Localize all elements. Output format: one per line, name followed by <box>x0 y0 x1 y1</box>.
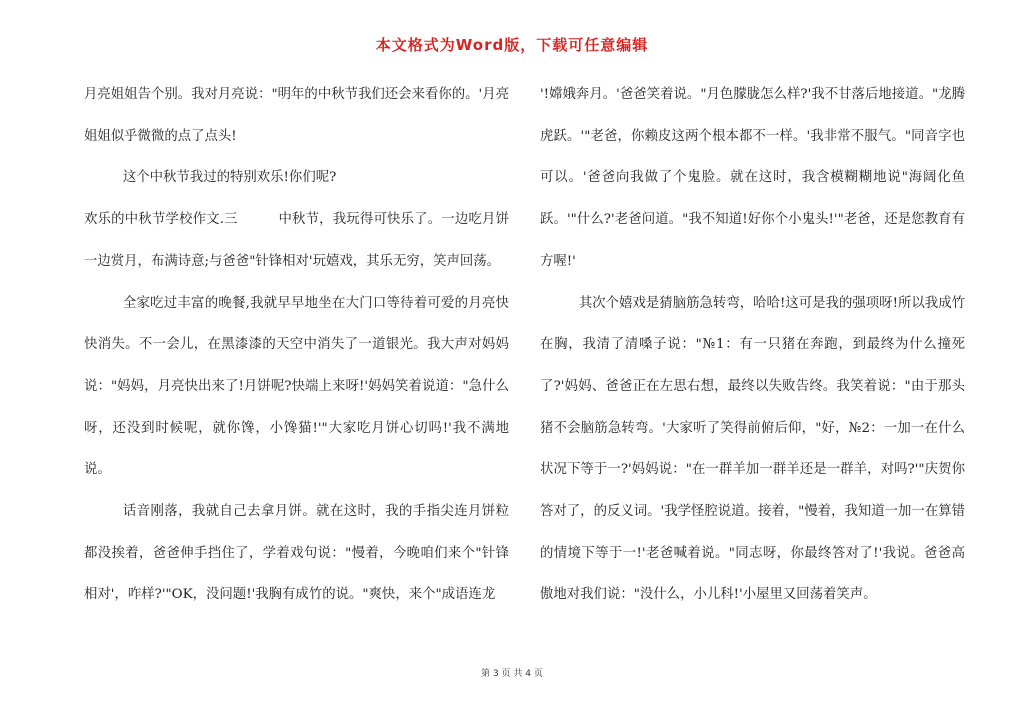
paragraph: 全家吃过丰富的晚餐,我就早早地坐在大门口等待着可爱的月亮快快消失。不一会儿，在黑漆漆的天空中消失了一道银光。我大声对妈妈说："妈妈，月亮快出来了!月饼呢?快端上来呀!'妈妈笑着说道："急什么呀，还没到时候呢，就你馋，小馋猫!'"大家吃月饼心切吗!'我不满地说。 <box>84 295 509 478</box>
paragraph: 其次个嬉戏是猜脑筋急转弯，哈哈!这可是我的强项呀!所以我成竹在胸，我清了清嗓子说："№1：有一只猪在奔跑，到最终为什么撞死了?'妈妈、爸爸正在左思右想，最终以失败告终。我笑着说："由于那头猪不会脑筋急转弯。'大家听了笑得前俯后仰，"好，№2：一加一在什么状况下等于一?'妈妈说："在一群羊加一群羊还是一群羊，对吗?'"庆贺你答对了，的反义词。'我学怪腔说道。接着，"慢着，我知道一加一在算错的情境下等于一!'老爸喊着说。"同志呀，你最终答对了!'我说。爸爸高傲地对我们说："没什么，小儿科!'小屋里又回荡着笑声。 <box>540 295 965 603</box>
paragraph: 这个中秋节我过的特别欢乐!你们呢? <box>122 170 337 186</box>
paragraph: 话音刚落，我就自己去拿月饼。就在这时，我的手指尖连月饼粒都没挨着，爸爸伸手挡住了，学着戏句说："慢着，今晚咱们来个"针锋相对'，咋样?'"OK，没问题!'我胸有成竹的说。"爽快，来个"成语连龙 <box>84 504 509 603</box>
right-column <box>540 74 965 616</box>
paragraph: 月亮姐姐告个别。我对月亮说："明年的中秋节我们还会来看你的。'月亮姐姐似乎微微的点了点头! <box>84 87 509 144</box>
paragraph: '!嫦娥奔月。'爸爸笑着说。"月色朦胧怎么样?'我不甘落后地接道。"龙腾虎跃。'"老爸，你赖皮这两个根本都不一样。'我非常不服气。"同音字也可以。'爸爸向我做了个鬼脸。就在这时，我含模糊糊地说"海阔化鱼跃。'"什么?'老爸问道。"我不知道!好你个小鬼头!'"老爸，还是您教育有方喔!' <box>540 87 965 269</box>
page-number: 第 3 页 共 4 页 <box>481 669 543 679</box>
document-banner: 本文格式为Word版，下载可任意编辑 <box>375 36 649 54</box>
paragraph: 欢乐的中秋节学校作文.三 中秋节，我玩得可快乐了。一边吃月饼一边赏月，布满诗意;与爸爸"针锋相对'玩嬉戏，其乐无穷，笑声回荡。 <box>84 212 509 269</box>
left-column <box>84 74 509 616</box>
